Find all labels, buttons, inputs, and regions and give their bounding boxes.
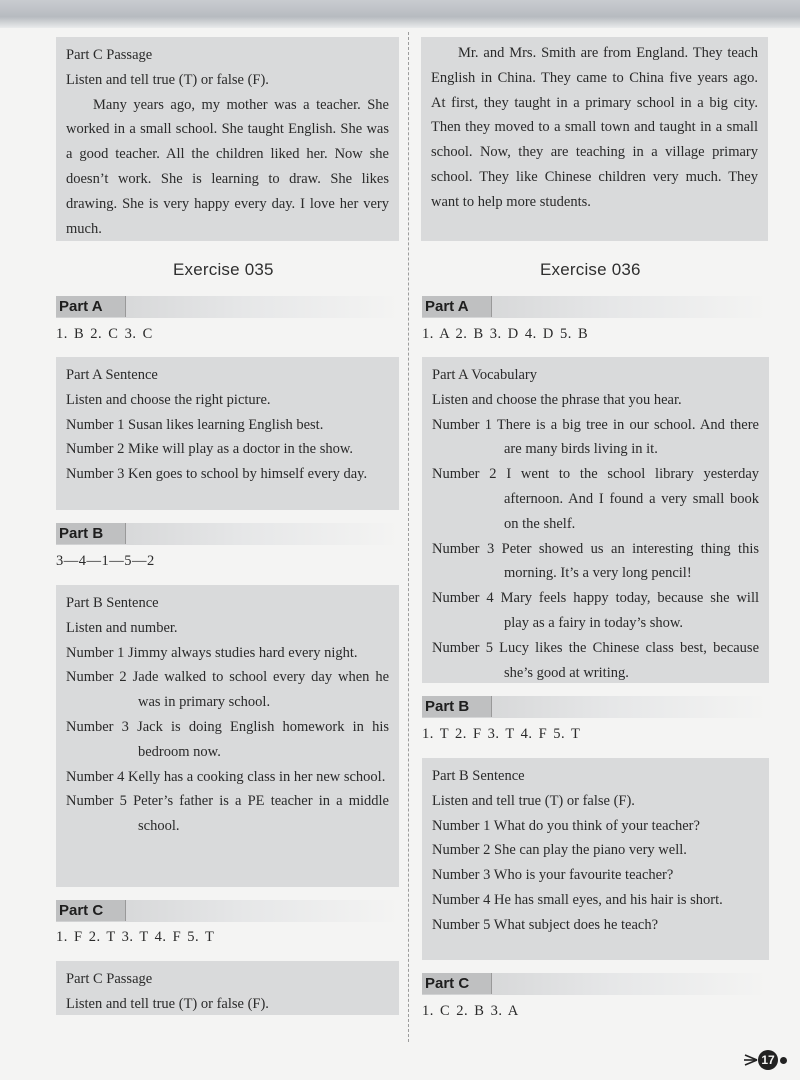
page-number-badge	[744, 1048, 788, 1072]
dot-icon	[780, 1057, 787, 1064]
page-number: 17	[758, 1050, 778, 1070]
part-a-label: Part A	[422, 296, 492, 317]
passage-text: Many years ago, my mother was a teacher. She worked in a small school. She taught English. She was a good teacher. All the children liked her. Now she doesn’t work. She is learning to draw. She likes drawing. She is very happy every day. I love her very much.	[66, 96, 389, 237]
sunburst-icon	[744, 1052, 758, 1068]
part-a-label: Part A	[56, 296, 126, 317]
list-item: Number 5 What subject does he teach?	[432, 916, 659, 933]
list-item: Number 2 She can play the piano very well.	[432, 842, 687, 859]
passage-instruction: Listen and tell true (T) or false (F).	[66, 71, 269, 88]
list-item: Number 5 Peter’s father is a PE teacher in a middle school.	[66, 793, 389, 835]
exercise-title-035: Exercise 035	[173, 260, 274, 279]
list-item: Number 4 Kelly has a cooking class in her new school.	[66, 768, 386, 785]
part-b-label: Part B	[422, 696, 492, 717]
part-b-answers: 3—4—1—5—2	[56, 553, 155, 569]
box-heading: Part B Sentence	[66, 595, 159, 611]
list-item: Number 3 Who is your favourite teacher?	[432, 867, 674, 884]
list-item: Number 1 What do you think of your teacher?	[432, 817, 700, 834]
list-item: Number 3 Ken goes to school by himself every day.	[66, 466, 368, 483]
part-b-sentence-box	[422, 758, 769, 960]
list-item: Number 5 Lucy likes the Chinese class best, because she’s good at writing.	[432, 639, 760, 681]
part-c-passage-box	[56, 961, 399, 1015]
box-heading: Part A Vocabulary	[432, 367, 537, 383]
part-a-answers: 1. B 2. C 3. C	[56, 326, 153, 342]
passage-text: Mr. and Mrs. Smith are from England. They teach English in China. They came to China five years ago. At first, they taught in a primary school in a big city. Then they moved to a small town and taught in a small school. Now, they are teaching in a village primary school. They like Chinese children very much. They want to help more students.	[431, 45, 758, 210]
list-item: Number 3 Jack is doing English homework in his bedroom now.	[66, 718, 389, 760]
part-c-label: Part C	[56, 900, 126, 921]
box-instruction: Listen and choose the phrase that you hear.	[432, 391, 682, 408]
list-item: Number 2 Mike will play as a doctor in the show.	[66, 441, 353, 458]
list-item: Number 2 Jade walked to school every day when he was in primary school.	[66, 669, 390, 711]
part-b-answers: 1. T 2. F 3. T 4. F 5. T	[422, 726, 581, 742]
left-top-passage-box	[56, 37, 399, 241]
part-a-sentence-box	[56, 357, 399, 510]
list-item: Number 2 I went to the school library yesterday afternoon. And I found a very small book on the shelf.	[432, 466, 760, 532]
list-item: Number 3 Peter showed us an interesting thing this morning. It’s a very long pencil!	[432, 540, 760, 582]
list-item: Number 1 There is a big tree in our school. And there are many birds living in it.	[432, 416, 759, 458]
column-divider	[408, 32, 409, 1042]
page-top-edge	[0, 0, 800, 28]
box-instruction: Listen and tell true (T) or false (F).	[66, 995, 269, 1012]
box-instruction: Listen and tell true (T) or false (F).	[432, 792, 635, 809]
box-heading: Part B Sentence	[432, 768, 525, 784]
box-instruction: Listen and choose the right picture.	[66, 391, 271, 408]
right-top-passage-box	[421, 37, 768, 241]
list-item: Number 1 Jimmy always studies hard every night.	[66, 644, 358, 661]
part-b-sentence-box	[56, 585, 399, 887]
box-instruction: Listen and number.	[66, 619, 178, 636]
part-b-label: Part B	[56, 523, 126, 544]
part-a-vocabulary-box	[422, 357, 769, 683]
part-c-answers: 1. C 2. B 3. A	[422, 1003, 519, 1019]
exercise-title-036: Exercise 036	[540, 260, 641, 279]
part-c-label: Part C	[422, 973, 492, 994]
list-item: Number 1 Susan likes learning English best.	[66, 416, 324, 433]
part-c-answers: 1. F 2. T 3. T 4. F 5. T	[56, 929, 215, 945]
list-item: Number 4 He has small eyes, and his hair is short.	[432, 891, 723, 908]
list-item: Number 4 Mary feels happy today, because she will play as a fairy in today’s show.	[432, 590, 760, 631]
box-heading: Part C Passage	[66, 971, 153, 987]
part-a-answers: 1. A 2. B 3. D 4. D 5. B	[422, 326, 589, 342]
box-heading: Part A Sentence	[66, 367, 158, 383]
passage-heading: Part C Passage	[66, 47, 153, 63]
